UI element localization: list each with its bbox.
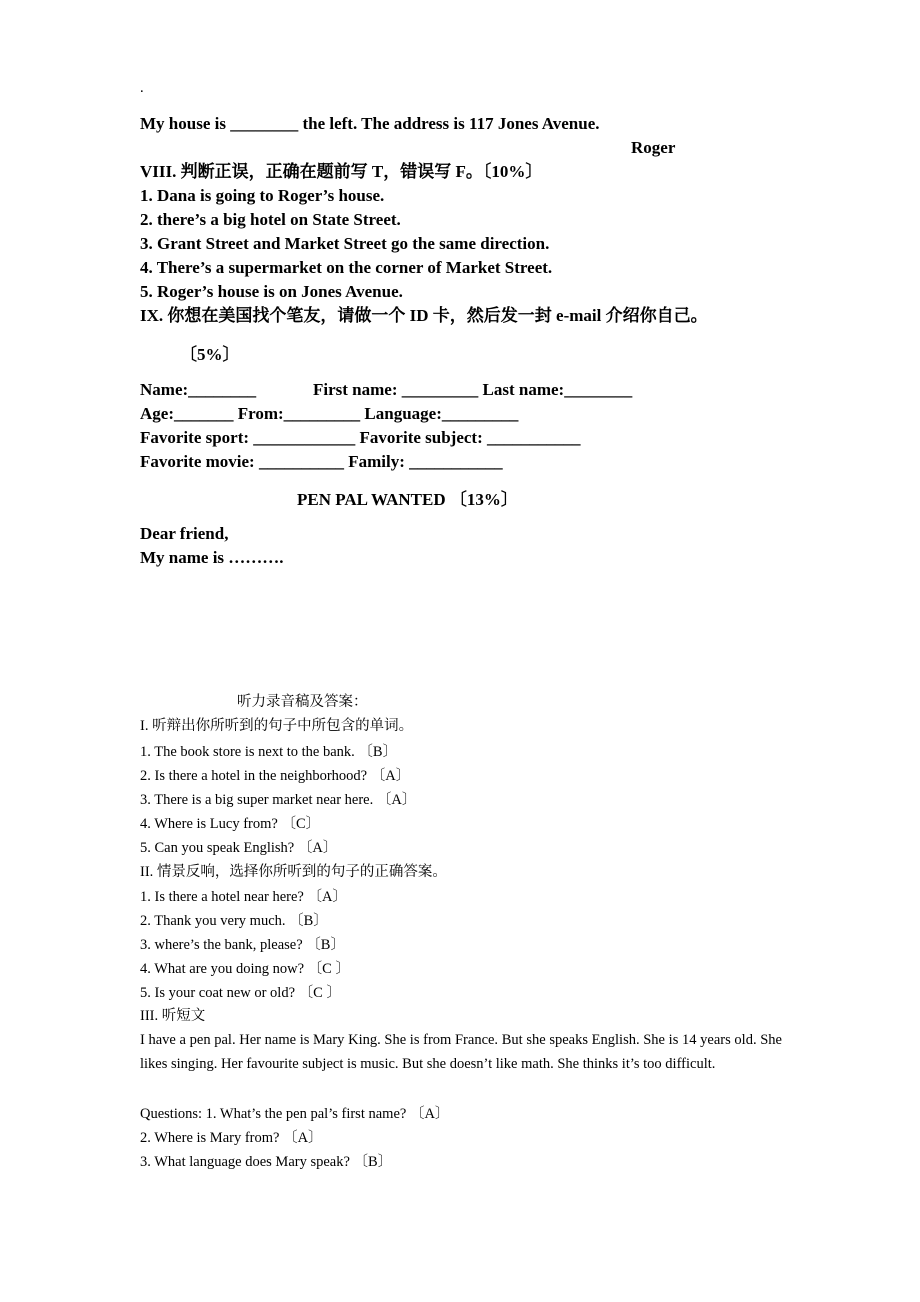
id-form-name: Name:________: [140, 380, 257, 399]
penpal-title: PEN PAL WANTED 〔13%〕: [297, 490, 518, 509]
section-viii-heading: VIII. 判断正误，正确在题前写 T，错误写 F。〔10%〕: [140, 162, 543, 181]
tf-item: 2. there’s a big hotel on State Street.: [140, 210, 401, 229]
top-dot: .: [140, 80, 144, 96]
part-i-heading: I. 听辩出你所听到的句子中所包含的单词。: [140, 718, 414, 734]
part-i-item: 5. Can you speak English? 〔A〕: [140, 840, 338, 856]
letter-signature: Roger: [631, 138, 676, 157]
id-form-age-from-language: Age:_______ From:_________ Language:_________: [140, 404, 519, 423]
part-iii-question: 3. What language does Mary speak? 〔B〕: [140, 1154, 393, 1170]
part-ii-item: 3. where’s the bank, please? 〔B〕: [140, 937, 345, 953]
tf-item: 1. Dana is going to Roger’s house.: [140, 186, 385, 205]
id-form-first-last-name: First name: _________ Last name:________: [313, 380, 633, 399]
part-iii-heading: III. 听短文: [140, 1008, 206, 1024]
part-i-item: 4. Where is Lucy from? 〔C〕: [140, 816, 321, 832]
tf-item: 4. There’s a supermarket on the corner of Market Street.: [140, 258, 553, 277]
part-iii-question: 2. Where is Mary from? 〔A〕: [140, 1130, 323, 1146]
part-iii-question: Questions: 1. What’s the pen pal’s first name? 〔A〕: [140, 1106, 450, 1122]
email-salutation: Dear friend,: [140, 524, 229, 543]
part-ii-item: 4. What are you doing now? 〔C 〕: [140, 961, 350, 977]
part-i-item: 3. There is a big super market near here. 〔A〕: [140, 792, 417, 808]
id-form-sport-subject: Favorite sport: ____________ Favorite subject: ___________: [140, 428, 581, 447]
part-i-item: 2. Is there a hotel in the neighborhood? 〔A〕: [140, 768, 411, 784]
part-ii-item: 1. Is there a hotel near here? 〔A〕: [140, 889, 347, 905]
transcript-title: 听力录音稿及答案：: [237, 694, 368, 710]
tf-item: 5. Roger’s house is on Jones Avenue.: [140, 282, 403, 301]
part-ii-item: 2. Thank you very much. 〔B〕: [140, 913, 328, 929]
section-ix-score: 〔5%〕: [180, 345, 240, 364]
part-ii-item: 5. Is your coat new or old? 〔C 〕: [140, 985, 341, 1001]
section-ix-heading: IX. 你想在美国找个笔友，请做一个 ID 卡，然后发一封 e-mail 介绍你自己。: [140, 306, 708, 325]
part-ii-heading: II. 情景反响，选择你所听到的句子的正确答案。: [140, 864, 447, 880]
letter-closing-line: My house is ________ the left. The address is 117 Jones Avenue.: [140, 114, 600, 133]
id-form-movie-family: Favorite movie: __________ Family: ___________: [140, 452, 503, 471]
email-opening: My name is ……….: [140, 548, 284, 567]
part-i-item: 1. The book store is next to the bank. 〔B〕: [140, 744, 398, 760]
tf-item: 3. Grant Street and Market Street go the same direction.: [140, 234, 550, 253]
part-iii-passage: I have a pen pal. Her name is Mary King. She is from France. But she speaks English. She is 14 years old. She likes singing. Her favourite subject is music. But she doesn’t like math. She thinks it’s too difficult.: [140, 1032, 782, 1072]
